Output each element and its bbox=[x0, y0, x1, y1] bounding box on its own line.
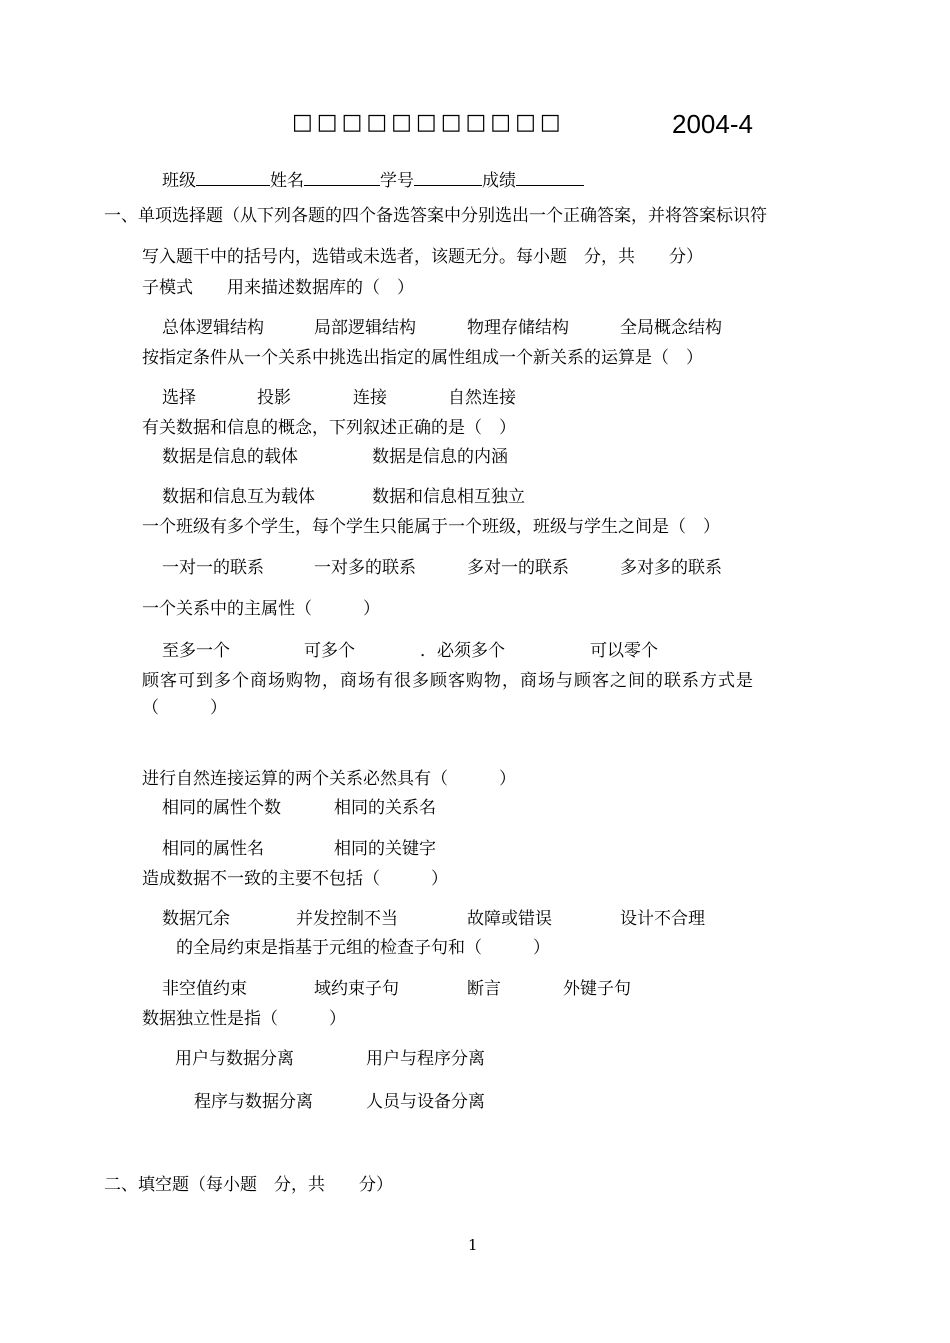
class-blank[interactable] bbox=[196, 170, 270, 186]
q8-option-c: 故障或错误 bbox=[467, 909, 552, 929]
q9-option-d: 外键子句 bbox=[563, 979, 631, 999]
q5-stem: 一个关系中的主属性（ ） bbox=[142, 599, 380, 619]
q7-option-b: 相同的关系名 bbox=[334, 798, 436, 818]
page-number: 1 bbox=[468, 1236, 478, 1254]
q4-option-a: 一对一的联系 bbox=[162, 558, 264, 578]
q2-option-a: 选择 bbox=[162, 388, 196, 408]
exam-year: 2004-4 bbox=[672, 109, 753, 139]
q6-stem-bracket: （ ） bbox=[142, 698, 227, 718]
q9-option-b: 域约束子句 bbox=[314, 979, 399, 999]
q10-option-d: 人员与设备分离 bbox=[366, 1092, 485, 1112]
student-info-line bbox=[162, 166, 584, 191]
exam-title: □□□□□□□□□□□ bbox=[292, 110, 565, 135]
q1-option-d: 全局概念结构 bbox=[620, 318, 722, 338]
id-label: 学号 bbox=[380, 171, 414, 191]
q8-option-a: 数据冗余 bbox=[162, 909, 230, 929]
q7-option-a: 相同的属性个数 bbox=[162, 798, 281, 818]
q1-option-b: 局部逻辑结构 bbox=[314, 318, 416, 338]
q10-stem: 数据独立性是指（ ） bbox=[142, 1009, 346, 1029]
q4-option-d: 多对多的联系 bbox=[620, 558, 722, 578]
section1-heading-line1: 一、单项选择题（从下列各题的四个备选答案中分别选出一个正确答案，并将答案标识符 bbox=[104, 206, 767, 226]
q9-option-c: 断言 bbox=[467, 979, 501, 999]
q5-option-c: ．必须多个 bbox=[420, 641, 505, 661]
q9-stem: 的全局约束是指基于元组的检查子句和（ ） bbox=[176, 938, 550, 958]
q2-option-c: 连接 bbox=[353, 388, 387, 408]
q3-option-b: 数据是信息的内涵 bbox=[372, 447, 508, 467]
q3-option-d: 数据和信息相互独立 bbox=[372, 487, 525, 507]
section1-heading-line2: 写入题干中的括号内，选错或未选者，该题无分。每小题 分，共 分） bbox=[142, 247, 703, 267]
q2-option-d: 自然连接 bbox=[448, 388, 516, 408]
q7-stem: 进行自然连接运算的两个关系必然具有（ ） bbox=[142, 769, 516, 789]
q3-stem: 有关数据和信息的概念，下列叙述正确的是（ ） bbox=[142, 418, 516, 438]
q8-option-d: 设计不合理 bbox=[620, 909, 705, 929]
q10-option-c: 程序与数据分离 bbox=[194, 1092, 313, 1112]
q7-option-d: 相同的关键字 bbox=[334, 839, 436, 859]
q4-option-b: 一对多的联系 bbox=[314, 558, 416, 578]
q4-option-c: 多对一的联系 bbox=[467, 558, 569, 578]
name-blank[interactable] bbox=[304, 170, 380, 186]
q2-option-b: 投影 bbox=[257, 388, 291, 408]
q6-stem: 顾客可到多个商场购物，商场有很多顾客购物，商场与顾客之间的联系方式是 bbox=[142, 671, 754, 691]
q5-option-b: 可多个 bbox=[304, 641, 355, 661]
q5-option-a: 至多一个 bbox=[162, 641, 230, 661]
q2-stem: 按指定条件从一个关系中挑选出指定的属性组成一个新关系的运算是（ ） bbox=[142, 348, 703, 368]
name-label: 姓名 bbox=[270, 171, 304, 191]
q7-option-c: 相同的属性名 bbox=[162, 839, 264, 859]
q10-option-a: 用户与数据分离 bbox=[175, 1049, 294, 1069]
q1-option-a: 总体逻辑结构 bbox=[162, 318, 264, 338]
score-blank[interactable] bbox=[516, 170, 584, 186]
class-label: 班级 bbox=[162, 171, 196, 191]
q8-option-b: 并发控制不当 bbox=[296, 909, 398, 929]
q1-option-c: 物理存储结构 bbox=[467, 318, 569, 338]
score-label: 成绩 bbox=[482, 171, 516, 191]
q9-option-a: 非空值约束 bbox=[162, 979, 247, 999]
q4-stem: 一个班级有多个学生，每个学生只能属于一个班级，班级与学生之间是（ ） bbox=[142, 517, 720, 537]
q1-stem: 子模式 用来描述数据库的（ ） bbox=[142, 278, 414, 298]
q10-option-b: 用户与程序分离 bbox=[366, 1049, 485, 1069]
id-blank[interactable] bbox=[414, 170, 482, 186]
q3-option-a: 数据是信息的载体 bbox=[162, 447, 298, 467]
q3-option-c: 数据和信息互为载体 bbox=[162, 487, 315, 507]
q8-stem: 造成数据不一致的主要不包括（ ） bbox=[142, 869, 448, 889]
q5-option-d: 可以零个 bbox=[590, 641, 658, 661]
section2-heading: 二、填空题（每小题 分，共 分） bbox=[104, 1175, 393, 1195]
